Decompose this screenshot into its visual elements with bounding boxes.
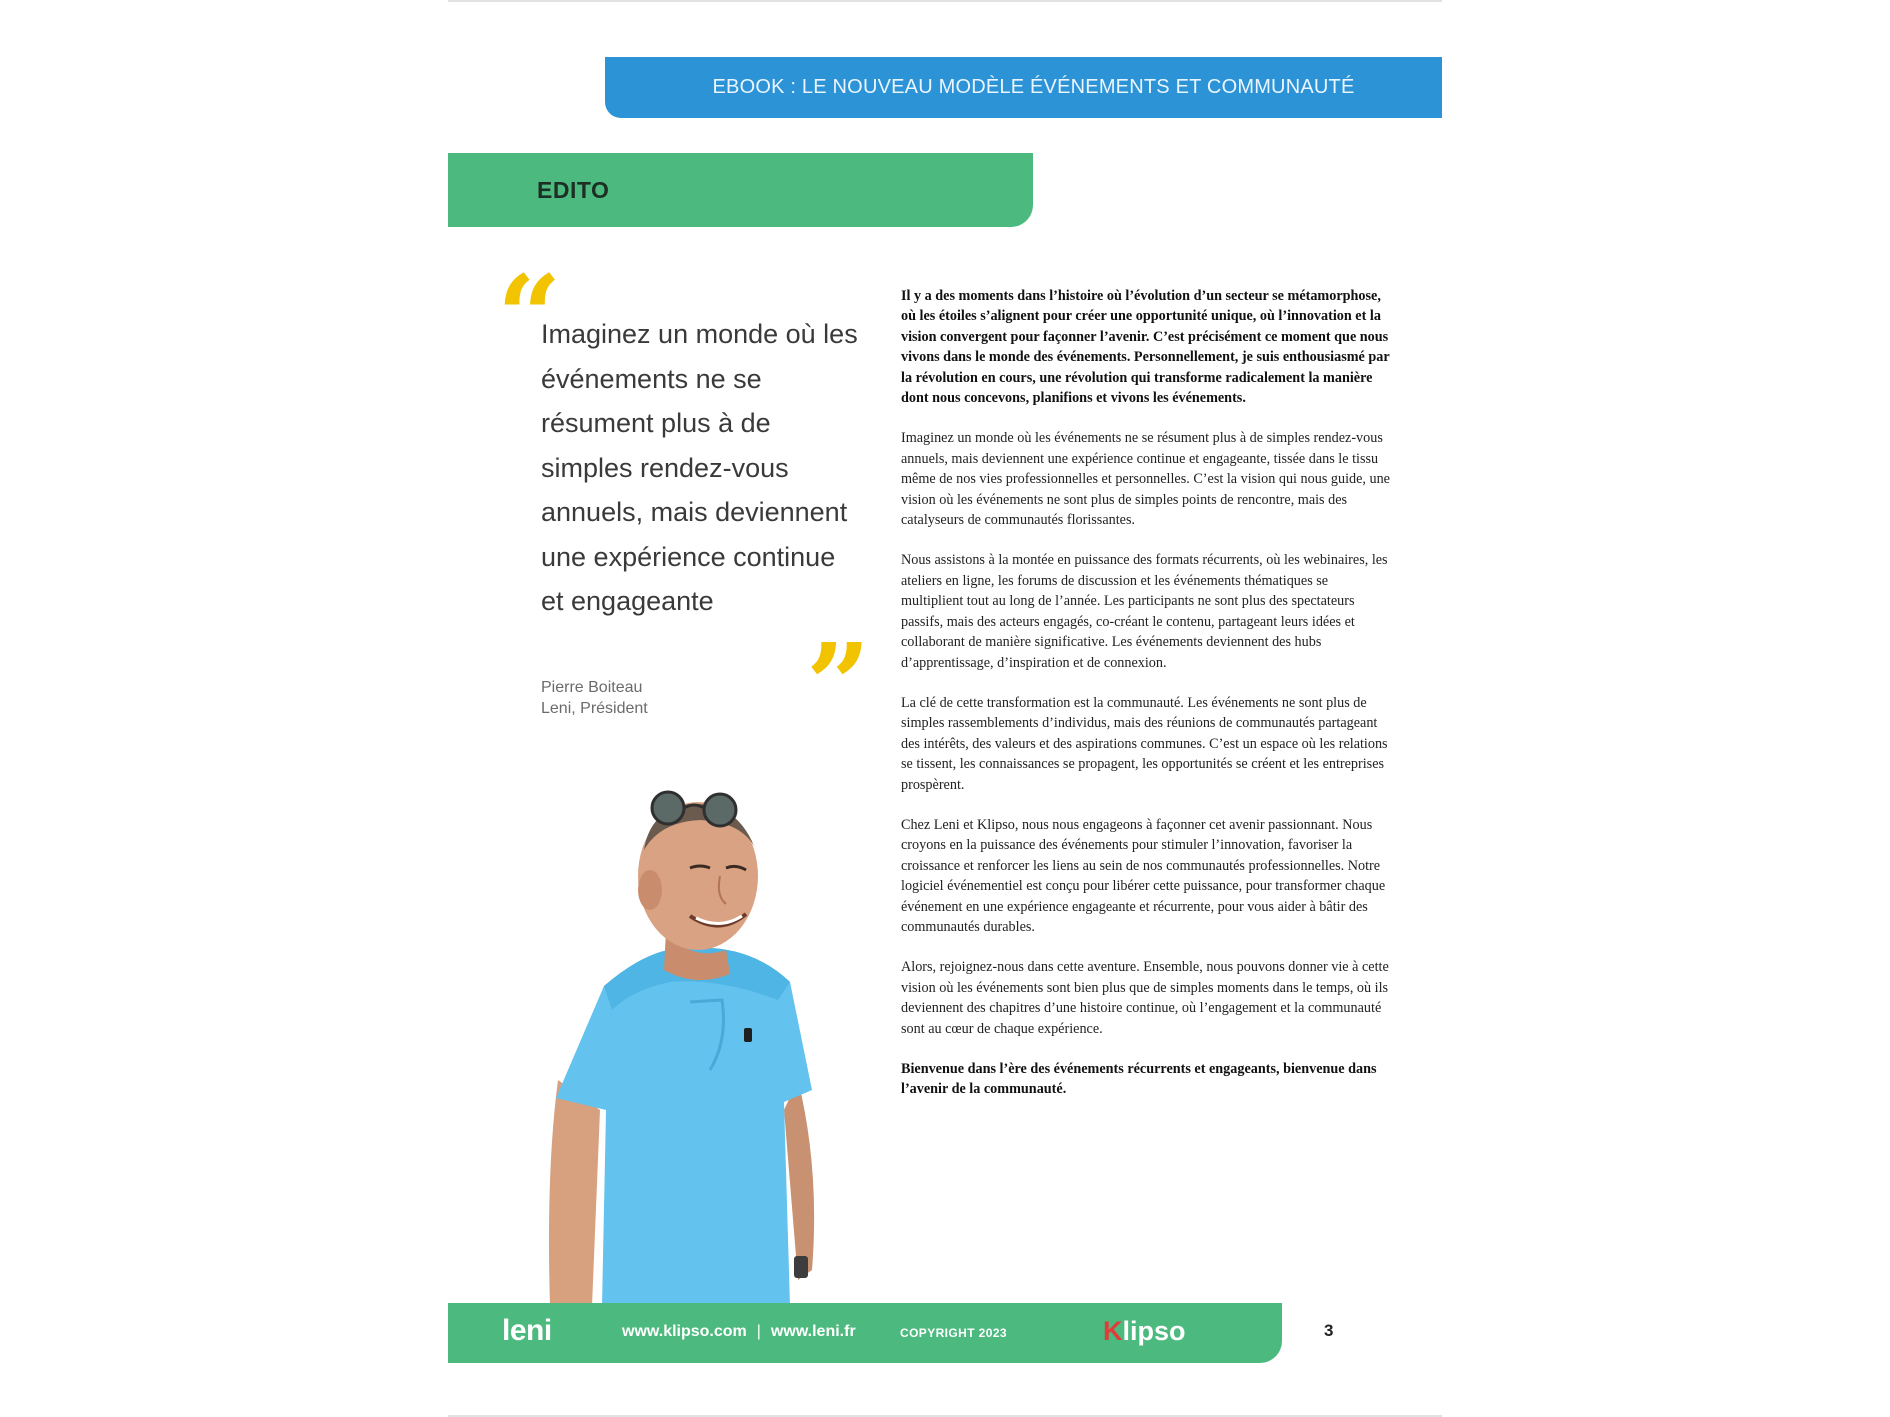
page-top-edge (448, 0, 1442, 2)
article-body (901, 286, 1391, 1120)
ebook-title-banner: EBOOK : LE NOUVEAU MODÈLE ÉVÉNEMENTS ET COMMUNAUTÉ (605, 57, 1442, 118)
article-lead: Il y a des moments dans l’histoire où l’évolution d’un secteur se métamorphose, où les étoiles s’alignent pour créer une opportunité unique, où l’innovation et la vision convergent pour façonner l’avenir. C’est précisément ce moment que nous vivons dans le monde des événements. Personnellement, je suis enthousiasmé par la révolution en cours, une révolution qui transforme radicalement la manière dont nous concevons, planifions et vivons les événements. (901, 288, 1390, 407)
klipso-logo-k: K (1103, 1316, 1123, 1346)
klipso-logo-rest: lipso (1122, 1316, 1186, 1346)
leni-link[interactable]: www.leni.fr (770, 1323, 856, 1340)
close-quote-icon: ” (806, 620, 871, 751)
leni-logo (502, 1314, 552, 1348)
author-photo (540, 750, 860, 1306)
leni-logo-text: leni (502, 1314, 552, 1347)
article-closing: Bienvenue dans l’ère des événements récurrents et engageants, bienvenue dans l’avenir de la communauté. (901, 1061, 1377, 1098)
quote-author-role: Leni, Président (541, 700, 648, 717)
article-paragraph: Alors, rejoignez-nous dans cette aventure. Ensemble, nous pouvons donner vie à cette vision où les événements sont bien plus que de simples moments dans le temps, où ils deviennent des chapitres d’une histoire continue, où l’engagement et la communauté sont au cœur de chaque expérience. (901, 959, 1389, 1037)
copyright-text: COPYRIGHT 2023 (900, 1326, 1007, 1340)
quote-author: Pierre Boiteau (541, 679, 643, 696)
klipso-logo (1103, 1316, 1186, 1347)
quote-attribution (541, 677, 801, 719)
footer-separator: | (756, 1323, 761, 1340)
article-paragraph: La clé de cette transformation est la communauté. Les événements ne sont plus de simples rassemblements d’individus, mais des réunions de communautés partageant des intérêts, des valeurs et des aspirations communes. C’est un espace où les relations se tissent, les connaissances se propagent, les opportunités se créent et les entreprises prospèrent. (901, 694, 1388, 793)
article-paragraph: Chez Leni et Klipso, nous nous engageons à façonner cet avenir passionnant. Nous croyons en la puissance des événements pour stimuler l’innovation, favoriser la croissance et renforcer les liens au sein de nos communautés professionnelles. Notre logiciel événementiel est conçu pour libérer cette puissance, pour transformer chaque événement en une expérience engageante et récurrente, pour vous aider à bâtir des communautés durables. (901, 816, 1386, 935)
page-number: 3 (1324, 1321, 1334, 1340)
pull-quote: Imaginez un monde où les événements ne se résument plus à de simples rendez-vous annuels, mais deviennent une expérience continue et engageante (541, 319, 858, 616)
article-paragraph: Nous assistons à la montée en puissance des formats récurrents, où les webinaires, les ateliers en ligne, les forums de discussion et les événements thématiques se multiplient tout au long de l’année. Les participants ne sont plus des spectateurs passifs, mais des acteurs engagés, co-créant le contenu, partageant leurs idées et collaborant de manière significative. Les événements deviennent des hubs d’apprentissage, d’inspiration et de connexion. (901, 552, 1388, 671)
section-banner (448, 153, 1033, 227)
article-paragraph: Imaginez un monde où les événements ne se résument plus à de simples rendez-vous annuels, mais deviennent une expérience continue et engageante, tissée dans le tissu même de nos vies professionnelles et personnelles. C’est la vision qui nous guide, une vision où les événements ne sont plus de simples points de rencontre, mais des catalyseurs de communautés florissantes. (901, 430, 1390, 529)
open-quote-icon: “ (497, 252, 562, 383)
footer-links (622, 1323, 856, 1341)
klipso-link[interactable]: www.klipso.com (622, 1323, 747, 1340)
section-title: EDITO (537, 176, 610, 203)
